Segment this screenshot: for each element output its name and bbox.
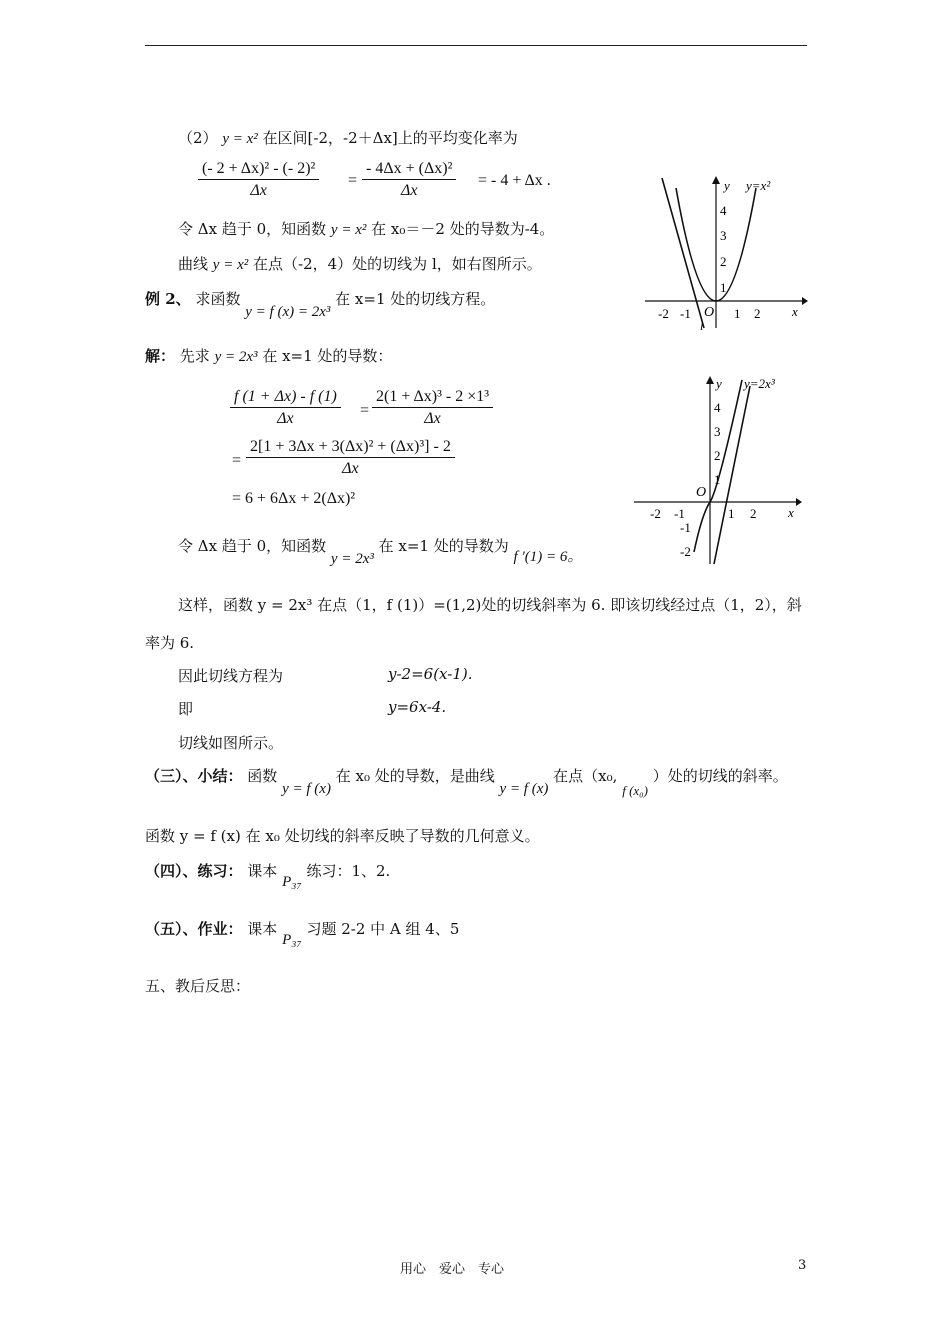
graph1-curve-label: y=x² <box>746 178 771 193</box>
avg-rate-result: = - 4 + Δx . <box>478 172 551 189</box>
para-2-prefix: （2） <box>178 129 218 147</box>
homework-label: （五）、作业： <box>145 920 243 938</box>
homework-a: 课本 <box>247 920 278 938</box>
graph1-x-label: x <box>792 304 798 319</box>
practice-page: P₃₇ <box>282 874 302 890</box>
practice-b: 练习：1、2. <box>306 862 391 880</box>
solution-a: 先求 <box>179 347 210 365</box>
graph2-curve-label: y=2x³ <box>744 376 775 391</box>
graph1-tangent-label: l <box>700 319 704 333</box>
deriv-equals-2: = <box>232 452 242 469</box>
equation-2-label: 即 <box>178 700 194 718</box>
summary-func: y = f (x) <box>282 781 331 797</box>
graph1-y-tick-4: 4 <box>720 203 727 218</box>
deriv-equals-1: = <box>360 402 370 419</box>
summary-d: ）处的切线的斜率。 <box>652 767 788 785</box>
example-2-label: 例 2、 <box>145 290 191 308</box>
graph-parabola <box>640 168 810 338</box>
limit-line-b: 在 x₀＝－2 处的导数为-4。 <box>371 220 555 238</box>
graph2-x-label: x <box>788 505 794 520</box>
summary <box>145 765 788 798</box>
equation-label: 因此切线方程为 <box>178 667 284 685</box>
meaning: 函数 y = f (x) 在 x₀ 处切线的斜率反映了导数的几何意义。 <box>145 827 540 845</box>
avg-rate-den-2: Δx <box>400 182 418 199</box>
deriv-line-4: = 6 + 6Δx + 2(Δx)² <box>232 490 356 507</box>
graph1-origin-label: O <box>704 305 715 320</box>
equation-2-value: y=6x-4. <box>388 698 447 716</box>
graph2-x-tick-n2: -2 <box>650 506 661 521</box>
graph1-x-tick-2: 2 <box>754 306 761 321</box>
homework <box>145 918 460 948</box>
example-2-func: y = f (x) = 2x³ <box>245 304 331 320</box>
avg-rate-den-1: Δx <box>250 182 267 199</box>
practice-a: 课本 <box>247 862 278 880</box>
graph1-x-tick-n1: -1 <box>680 306 691 321</box>
limit-line-func: y = x² <box>330 222 367 238</box>
practice-label: （四）、练习： <box>145 862 243 880</box>
summary-a: 函数 <box>247 767 278 785</box>
para-2-text: 在区间[-2，-2＋Δx]上的平均变化率为 <box>262 129 518 147</box>
reflection: 五、教后反思： <box>145 977 251 995</box>
graph2-y-tick-1: 1 <box>714 472 721 487</box>
summary-b: 在 x₀ 处的导数，是曲线 <box>335 767 495 785</box>
summary-c: 在点（x₀, <box>553 767 618 785</box>
solution <box>145 345 392 366</box>
para-2 <box>178 127 518 148</box>
avg-rate-num-2: - 4Δx + (Δx)² <box>362 160 456 180</box>
deriv-frac-1 <box>230 388 341 428</box>
graph2-y-tick-n1: -1 <box>680 520 691 535</box>
example-2-a: 求函数 <box>195 290 241 308</box>
graph1-y-label: y <box>724 178 730 193</box>
homework-page: P₃₇ <box>282 932 302 948</box>
limit-line <box>178 218 554 239</box>
limit-2-func: y = 2x³ <box>330 551 374 567</box>
graph2-y-tick-4: 4 <box>714 400 721 415</box>
slope-para-line-1: 这样，函数 y = 2x³ 在点（1，f (1)）=(1,2)处的切线斜率为 6. 即该切线经过点（1，2），斜 <box>178 596 802 614</box>
equals-sign: = <box>348 172 358 189</box>
page-number: 3 <box>798 1258 807 1273</box>
graph1-y-tick-3: 3 <box>720 228 727 243</box>
deriv-num-3: 2[1 + 3Δx + 3(Δx)² + (Δx)³] - 2 <box>246 438 455 458</box>
deriv-num-1: f (1 + Δx) - f (1) <box>230 388 341 408</box>
graph2-x-tick-2: 2 <box>750 506 757 521</box>
deriv-den-3: Δx <box>342 460 359 477</box>
slope-para-line-2: 率为 6. <box>145 634 195 652</box>
deriv-den-2: Δx <box>424 410 441 427</box>
tangent-line-text <box>178 253 542 274</box>
equation-value: y-2=6(x-1). <box>388 665 473 683</box>
summary-func-2: y = f (x) <box>499 781 549 797</box>
graph2-x-tick-1: 1 <box>728 506 735 521</box>
deriv-den-1: Δx <box>277 410 294 427</box>
example-2-b: 在 x=1 处的切线方程。 <box>335 290 496 308</box>
deriv-frac-3 <box>246 438 455 478</box>
homework-b: 习题 2-2 中 A 组 4、5 <box>306 920 460 938</box>
deriv-frac-2 <box>372 388 493 428</box>
caption: 切线如图所示。 <box>178 734 284 752</box>
graph1-x-tick-n2: -2 <box>658 306 669 321</box>
avg-rate-frac-1 <box>198 160 319 200</box>
para-2-func: y = x² <box>222 131 258 147</box>
footer-text: 用心 爱心 专心 <box>400 1262 505 1277</box>
tangent-line-a: 曲线 <box>178 255 209 273</box>
tangent-line-b: 在点（-2，4）处的切线为 l，如右图所示。 <box>253 255 542 273</box>
example-2 <box>145 288 496 320</box>
limit-2-b: 在 x=1 处的导数为 <box>378 537 509 555</box>
graph-cubic <box>630 372 810 567</box>
limit-2 <box>178 535 583 567</box>
tangent-line-func: y = x² <box>212 257 249 273</box>
deriv-num-2: 2(1 + Δx)³ - 2 ×1³ <box>372 388 493 408</box>
graph2-y-tick-2: 2 <box>714 448 721 463</box>
graph1-x-tick-1: 1 <box>734 306 741 321</box>
graph2-y-tick-3: 3 <box>714 424 721 439</box>
graph2-x-arrow-icon <box>796 498 802 506</box>
graph2-y-arrow-icon <box>706 376 714 384</box>
limit-2-a: 令 Δx 趋于 0，知函数 <box>178 537 327 555</box>
graph2-origin-label: O <box>696 485 707 500</box>
limit-2-result: f ′(1) = 6。 <box>513 549 583 565</box>
graph1-y-tick-1: 1 <box>720 280 727 295</box>
graph2-y-tick-n2: -2 <box>680 544 691 559</box>
graph1-x-arrow-icon <box>802 297 808 305</box>
summary-point: f (x₀) <box>622 783 649 798</box>
practice <box>145 860 391 890</box>
avg-rate-frac-2 <box>362 160 456 200</box>
avg-rate-num-1: (- 2 + Δx)² - (- 2)² <box>198 160 319 180</box>
graph2-x-tick-n1: -1 <box>674 506 685 521</box>
header-rule <box>145 45 807 46</box>
solution-b: 在 x=1 处的导数： <box>262 347 393 365</box>
graph2-y-label: y <box>716 376 722 391</box>
solution-func: y = 2x³ <box>214 349 258 365</box>
graph1-y-arrow-icon <box>712 176 720 184</box>
solution-label: 解： <box>145 347 176 365</box>
graph1-y-tick-2: 2 <box>720 254 727 269</box>
summary-label: （三）、小结： <box>145 767 243 785</box>
limit-line-a: 令 Δx 趋于 0，知函数 <box>178 220 327 238</box>
